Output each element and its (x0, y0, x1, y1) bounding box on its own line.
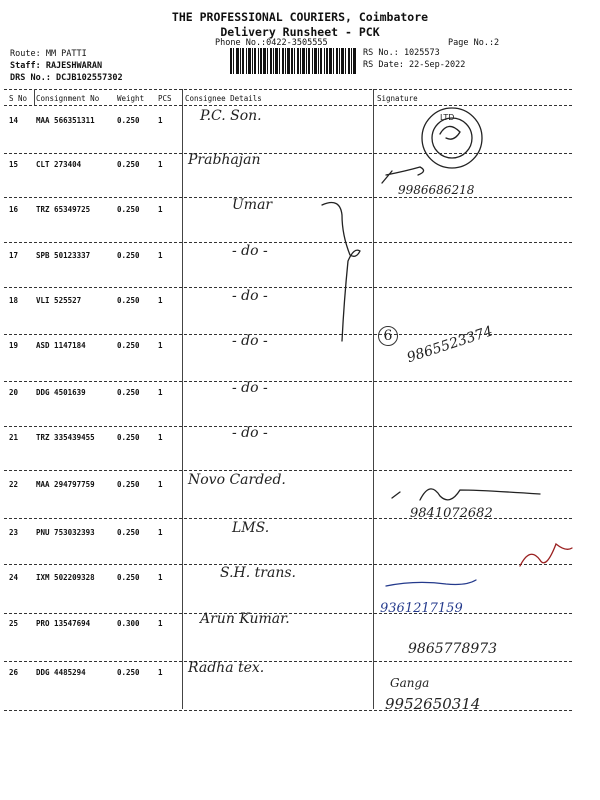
col-header-signature: Signature (377, 94, 418, 103)
row-pcs: 1 (158, 388, 163, 397)
row-pcs: 1 (158, 433, 163, 442)
row-sno: 21 (9, 433, 19, 442)
row-pcs: 1 (158, 668, 163, 677)
phone-number: Phone No.:0422-3505555 (215, 38, 328, 48)
row-consignee: - do - (232, 333, 268, 349)
row-consignee: - do - (232, 243, 268, 259)
row-consignee: P.C. Son. (200, 108, 262, 124)
row-consignee: - do - (232, 288, 268, 304)
rs-number: RS No.: 1025573 (363, 48, 440, 58)
row-weight: 0.250 (117, 388, 140, 397)
signature-scribble (392, 489, 540, 500)
row-consignment-no: DDG 4485294 (36, 668, 86, 677)
row-signature-phone: 9841072682 (410, 506, 493, 521)
row-weight: 0.250 (117, 116, 140, 125)
row-consignment-no: VLI 525527 (36, 296, 82, 305)
row-sno: 16 (9, 205, 19, 214)
row-consignment-no: MAA 566351311 (36, 116, 95, 125)
col-header-sno: S No (9, 94, 28, 103)
row-consignee: Umar (232, 197, 273, 213)
circled-number-annotation: 6 (378, 326, 398, 346)
row-sno: 14 (9, 116, 19, 125)
drs-number: DRS No.: DCJB102557302 (10, 73, 123, 83)
row-signature-name: Ganga (390, 676, 430, 690)
row-consignment-no: PNU 753032393 (36, 528, 95, 537)
row-consignee: LMS. (232, 520, 270, 536)
row-weight: 0.250 (117, 341, 140, 350)
row-signature-phone: 9952650314 (385, 695, 481, 713)
row-pcs: 1 (158, 160, 163, 169)
row-sno: 22 (9, 480, 19, 489)
signature-scribble (382, 167, 424, 183)
col-header-consignee: Consignee Details (185, 94, 262, 103)
signature-scribble (520, 544, 572, 566)
row-pcs: 1 (158, 619, 163, 628)
row-sno: 19 (9, 341, 19, 350)
company-name: THE PROFESSIONAL COURIERS, Coimbatore (171, 10, 429, 24)
staff-label: Staff: RAJESHWARAN (10, 61, 103, 71)
row-pcs: 1 (158, 251, 163, 260)
row-consignment-no: SPB 50123337 (36, 251, 91, 260)
row-consignment-no: ASD 1147184 (36, 341, 86, 350)
row-consignment-no: IXM 502209328 (36, 573, 95, 582)
row-consignee: - do - (232, 380, 268, 396)
row-pcs: 1 (158, 205, 163, 214)
row-weight: 0.250 (117, 528, 140, 537)
row-signature-phone: 9986686218 (398, 183, 475, 197)
col-header-pcs: PCS (158, 94, 172, 103)
row-sno: 18 (9, 296, 19, 305)
row-weight: 0.250 (117, 433, 140, 442)
row-weight: 0.250 (117, 296, 140, 305)
row-pcs: 1 (158, 573, 163, 582)
row-consignee: Prabhajan (188, 152, 261, 168)
row-consignment-no: DDG 4501639 (36, 388, 86, 397)
document-title: Delivery Runsheet - PCK (220, 25, 380, 39)
signature-scribble (386, 580, 476, 586)
row-sno: 24 (9, 573, 19, 582)
row-signature-phone: 9865523374 (405, 323, 495, 367)
row-sno: 25 (9, 619, 19, 628)
row-weight: 0.250 (117, 160, 140, 169)
row-pcs: 1 (158, 296, 163, 305)
row-pcs: 1 (158, 480, 163, 489)
row-consignment-no: MAA 294797759 (36, 480, 95, 489)
row-pcs: 1 (158, 116, 163, 125)
row-pcs: 1 (158, 341, 163, 350)
row-sno: 23 (9, 528, 19, 537)
page-number: Page No.:2 (448, 38, 500, 48)
row-consignment-no: TRZ 335439455 (36, 433, 95, 442)
row-consignment-no: PRO 13547694 (36, 619, 91, 628)
row-consignee: - do - (232, 425, 268, 441)
row-consignee: Novo Carded. (188, 472, 286, 488)
row-weight: 0.250 (117, 480, 140, 489)
row-consignment-no: TRZ 65349725 (36, 205, 91, 214)
row-consignee: S.H. trans. (220, 565, 296, 581)
ditto-brace-line (322, 203, 360, 341)
rs-date: RS Date: 22-Sep-2022 (363, 60, 466, 70)
row-signature-phone: 9865778973 (408, 641, 498, 657)
col-header-consignment: Consignment No (36, 94, 100, 103)
row-weight: 0.250 (117, 251, 140, 260)
col-header-weight: Weight (117, 94, 145, 103)
row-signature-phone: 9361217159 (380, 601, 463, 616)
row-sno: 26 (9, 668, 19, 677)
row-weight: 0.250 (117, 668, 140, 677)
svg-text:LTD: LTD (440, 113, 455, 122)
row-consignee: Arun Kumar. (200, 611, 290, 627)
company-stamp-icon (422, 108, 482, 168)
row-sno: 20 (9, 388, 19, 397)
row-consignment-no: CLT 273404 (36, 160, 82, 169)
row-weight: 0.300 (117, 619, 140, 628)
row-pcs: 1 (158, 528, 163, 537)
row-sno: 15 (9, 160, 19, 169)
row-sno: 17 (9, 251, 19, 260)
row-consignee: Radha tex. (188, 660, 265, 676)
row-weight: 0.250 (117, 205, 140, 214)
route-label: Route: MM PATTI (10, 49, 87, 59)
row-weight: 0.250 (117, 573, 140, 582)
